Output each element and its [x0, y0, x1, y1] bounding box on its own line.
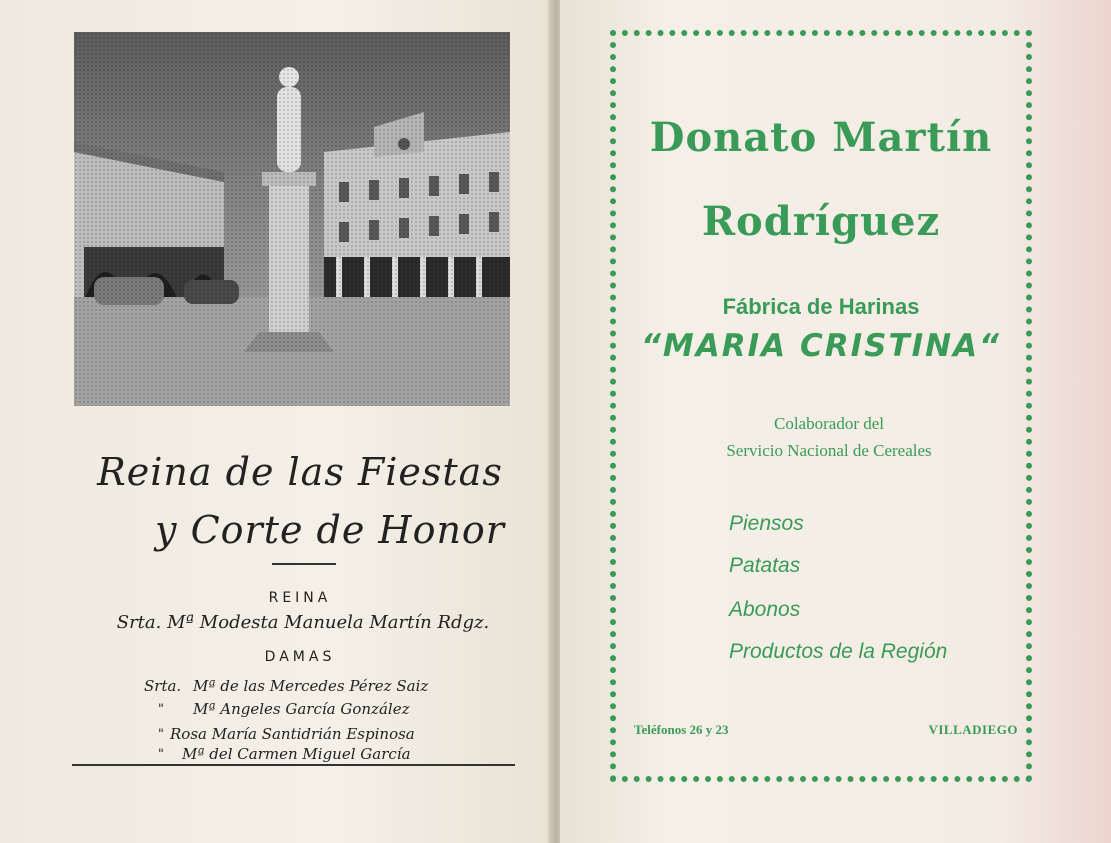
business-type: Fábrica de Harinas — [722, 294, 920, 319]
product-item: Productos de la Región — [729, 640, 948, 663]
brand-name: “MARIA CRISTINA“ — [640, 328, 1002, 364]
collaborator-line-2: Servicio Nacional de Cereales — [726, 441, 932, 460]
title-line-2: y Corte de Honor — [155, 508, 505, 552]
collaborator-line-1: Colaborador del — [774, 414, 884, 433]
dama-prefix-4: " — [158, 747, 164, 762]
plaza-photo-icon — [74, 32, 510, 406]
product-item: Abonos — [729, 598, 801, 621]
dama-name-3: Rosa María Santidrián Espinosa — [170, 725, 415, 743]
dama-prefix-1: Srta. — [144, 677, 182, 695]
divider-short — [272, 563, 336, 565]
dama-prefix-3: " — [158, 727, 164, 742]
product-item: Patatas — [729, 554, 801, 577]
damas-label: DAMAS — [264, 649, 336, 665]
dama-name-1: Mª de las Mercedes Pérez Saiz — [193, 677, 429, 695]
plaza-photo — [74, 32, 510, 406]
title-line-1: Reina de las Fiestas — [97, 450, 503, 494]
phone-numbers: Teléfonos 26 y 23 — [634, 722, 729, 737]
advertisement — [616, 36, 1026, 776]
queen-name: Srta. Mª Modesta Manuela Martín Rdgz. — [116, 612, 490, 633]
left-page — [0, 0, 553, 843]
advertisement-frame — [610, 30, 1032, 782]
owner-name-line-1: Donato Martín — [649, 114, 993, 161]
owner-name-line-2: Rodríguez — [701, 198, 941, 245]
dama-name-2: Mª Angeles García González — [193, 700, 410, 718]
product-item: Piensos — [729, 512, 804, 535]
divider-long — [72, 764, 515, 766]
town-name: VILLADIEGO — [928, 722, 1018, 737]
reina-label: REINA — [268, 590, 332, 606]
dama-name-4: Mª del Carmen Miguel García — [182, 745, 411, 763]
dama-prefix-2: " — [158, 702, 164, 717]
